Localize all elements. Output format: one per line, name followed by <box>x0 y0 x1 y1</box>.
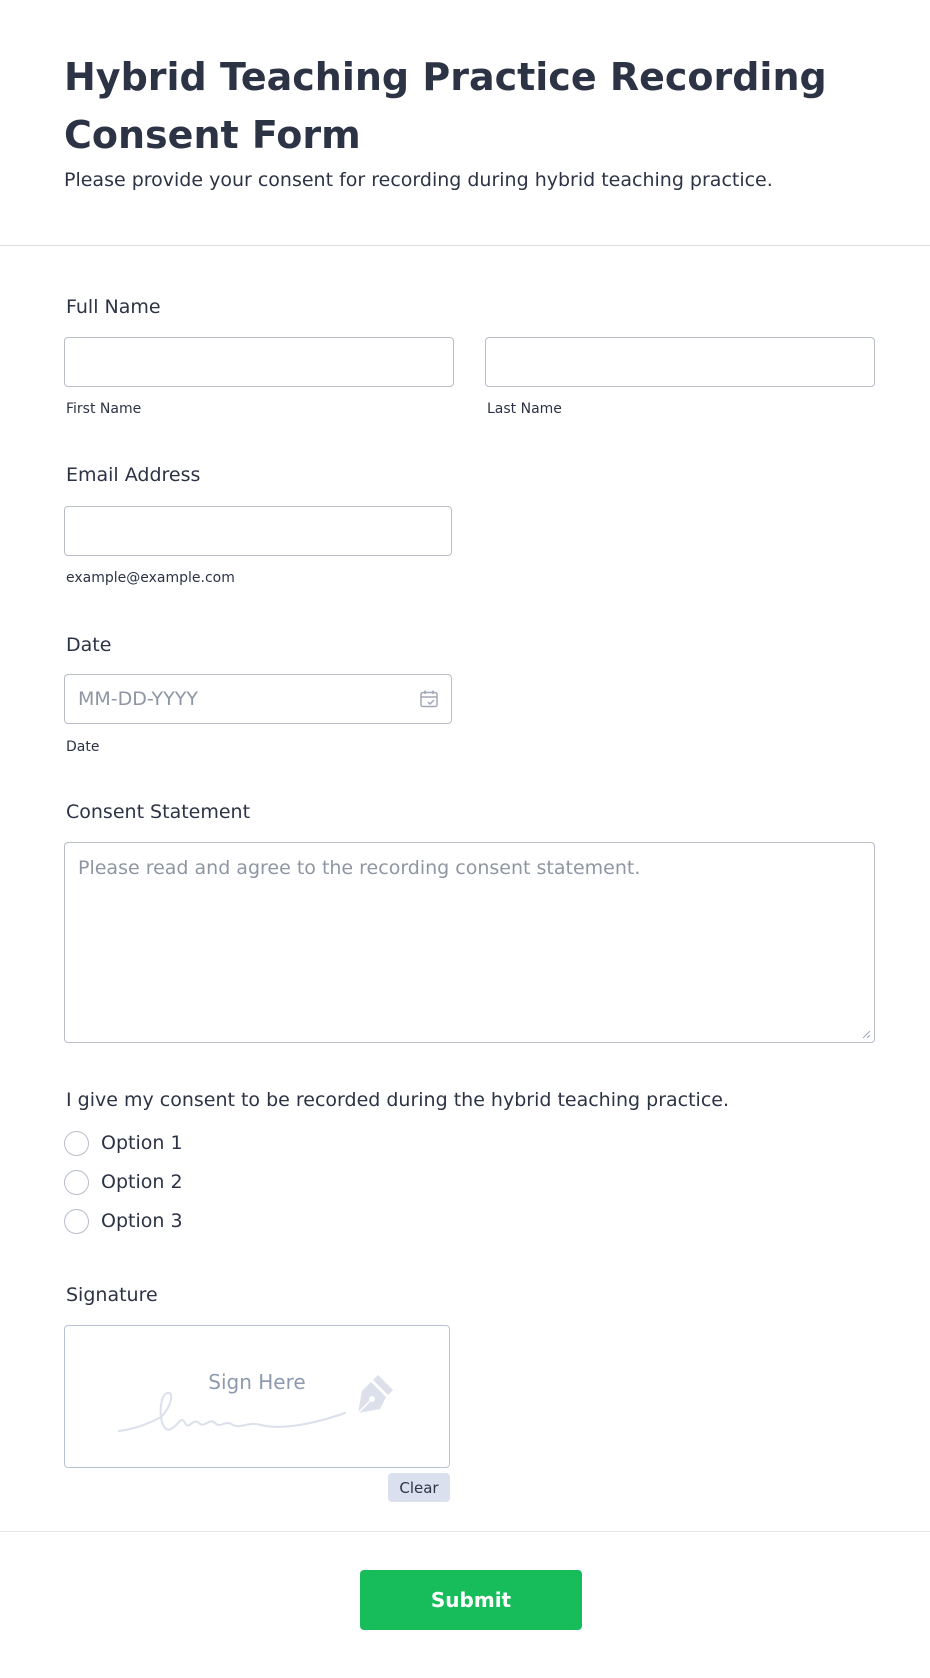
option-label: Option 1 <box>101 1132 183 1154</box>
date-label: Date <box>66 634 112 656</box>
clear-signature-button[interactable]: Clear <box>388 1473 450 1502</box>
submit-button[interactable]: Submit <box>360 1570 582 1630</box>
email-label: Email Address <box>66 464 201 486</box>
consent-statement-label: Consent Statement <box>66 801 251 823</box>
first-name-input[interactable] <box>64 337 454 387</box>
consent-option-2[interactable] <box>64 1168 183 1196</box>
last-name-input[interactable] <box>485 337 875 387</box>
pen-nib-icon <box>352 1371 397 1416</box>
option-label: Option 2 <box>101 1171 183 1193</box>
date-sublabel: Date <box>66 739 100 755</box>
first-name-sublabel: First Name <box>66 401 142 417</box>
page-subtitle: Please provide your consent for recording during hybrid teaching practice. <box>64 169 773 191</box>
consent-option-1[interactable] <box>64 1129 183 1157</box>
radio-button[interactable] <box>64 1170 89 1195</box>
email-sublabel: example@example.com <box>66 570 235 586</box>
page-title: Hybrid Teaching Practice Recording Consent Form <box>64 55 827 157</box>
last-name-sublabel: Last Name <box>487 401 562 417</box>
radio-button[interactable] <box>64 1131 89 1156</box>
option-label: Option 3 <box>101 1210 183 1232</box>
form-header <box>0 0 930 246</box>
footer-divider <box>0 1531 930 1532</box>
email-input[interactable] <box>64 506 452 556</box>
calendar-icon[interactable] <box>419 689 439 709</box>
signature-placeholder: Sign Here <box>208 1370 306 1394</box>
consent-option-3[interactable] <box>64 1207 183 1235</box>
radio-button[interactable] <box>64 1209 89 1234</box>
consent-statement-placeholder: Please read and agree to the recording consent statement. <box>78 857 641 879</box>
resize-handle-icon[interactable] <box>861 1029 871 1039</box>
consent-statement-textarea[interactable] <box>64 842 875 1043</box>
full-name-label: Full Name <box>66 296 161 318</box>
date-input[interactable] <box>64 674 452 724</box>
signature-label: Signature <box>66 1284 158 1306</box>
signature-pad[interactable] <box>64 1325 450 1468</box>
date-placeholder: MM-DD-YYYY <box>78 688 198 710</box>
consent-question-label: I give my consent to be recorded during the hybrid teaching practice. <box>66 1089 730 1111</box>
